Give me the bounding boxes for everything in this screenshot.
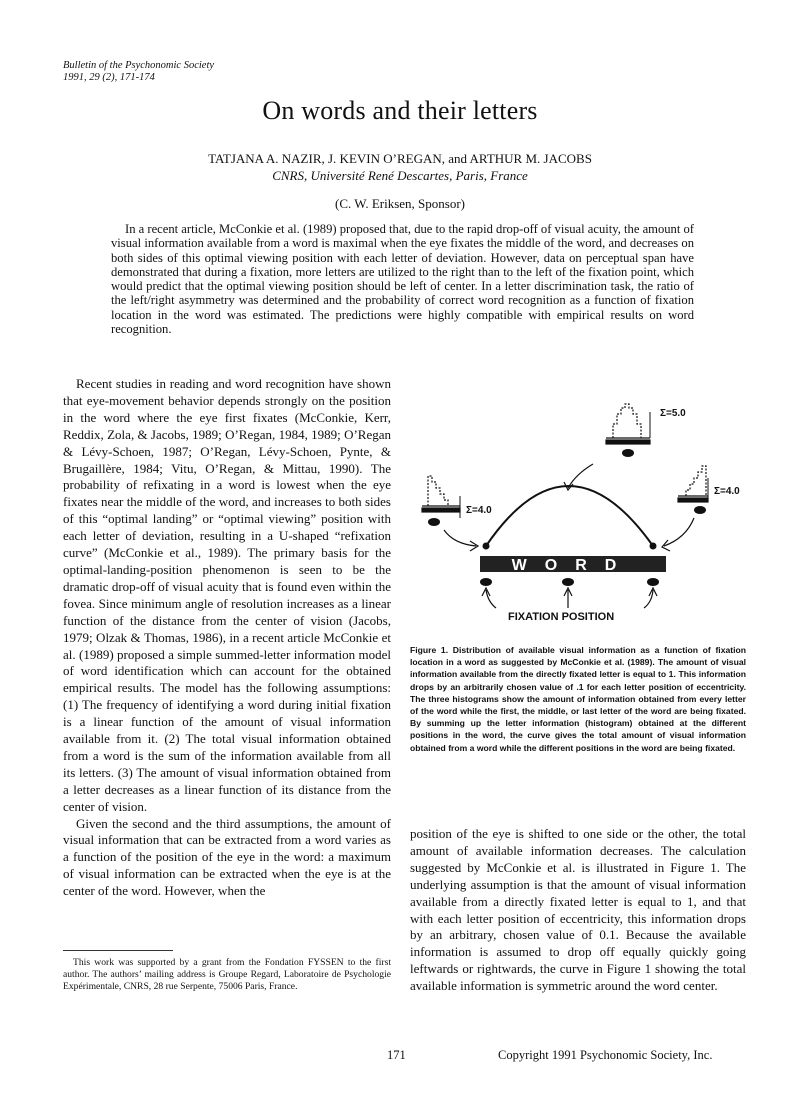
author-affiliation: CNRS, Université René Descartes, Paris, France	[272, 168, 528, 183]
page-number: 171	[387, 1048, 406, 1062]
curve-point-left	[483, 543, 490, 550]
figure-caption: Figure 1. Distribution of available visual information as a function of fixation location in a word as suggested by McConkie et al. (1989). The amount of visual information available from the directly fixated letter is equal to 1. This information drops by an arbitrarily chosen value of .1 for each letter position of eccentricity. The three histograms show the amount of information obtained from every letter of the word while the first, the middle, or last letter of the word are being fixated. By summing up the letter information (histogram) obtained at the different positions in the word, the curve gives the total amount of visual information obtained from a word while the different positions in the word are being fixated.	[410, 645, 746, 753]
abstract: In a recent article, McConkie et al. (1989) proposed that, due to the rapid drop-off of visual acuity, the amount of visual information available from a word is maximal when the eye fixates the middle of the word, and decreases on both sides of this optimal viewing position with each letter of deviation. However, data on perceptual span have demonstrated that during a fixation, more letters are utilized to the right than to the left of the fixation point, which would predict that the optimal viewing position should be left of center. In a letter discrimination task, the ratio of the left/right asymmetry was determined and the probability of correct word recognition as a function of fixation location in the word was estimated. The predictions were highly compatible with empirical results on word recognition.	[111, 222, 694, 337]
curve-point-right	[650, 543, 657, 550]
sum-left: Σ=4.0	[466, 505, 492, 516]
eye-icon	[428, 518, 440, 526]
author-names: TATJANA A. NAZIR, J. KEVIN O’REGAN, and ARTHUR M. JACOBS	[208, 151, 592, 166]
sum-right: Σ=4.0	[714, 486, 740, 497]
journal-name: Bulletin of the Psychonomic Society	[63, 60, 215, 71]
eye-icon	[480, 578, 492, 586]
arrow-left	[444, 530, 478, 551]
fixation-arrows	[482, 588, 657, 608]
fixation-position-label: FIXATION POSITION	[508, 611, 615, 623]
body-paragraph: Given the second and the third assumptions, the amount of visual information that can be extracted from a word varies as a function of the position of the eye in the word: a maximum of visual information can be extracted when the eye is at the center of the word. However, when the	[63, 815, 391, 899]
histogram-center	[606, 404, 650, 444]
journal-citation	[63, 60, 214, 84]
copyright: Copyright 1991 Psychonomic Society, Inc.	[498, 1048, 713, 1062]
journal-volume: 1991, 29 (2), 171-174	[63, 72, 155, 83]
histogram-left	[422, 476, 460, 512]
eye-icon	[647, 578, 659, 586]
sponsor-line: (C. W. Eriksen, Sponsor)	[335, 196, 465, 211]
histogram-right	[678, 466, 708, 502]
eye-icon	[694, 506, 706, 514]
author-block	[0, 150, 800, 184]
article-title: On words and their letters	[262, 96, 538, 125]
body-column-left	[63, 376, 391, 900]
figure-1	[408, 376, 748, 626]
word-label: WORD	[511, 557, 635, 574]
footnote: This work was supported by a grant from the Fondation FYSSEN to the first author. The authors’ mailing address is Groupe Regard, Laboratoire de Psychologie Expérimentale, CNRS, 28 rue Serpente, 75006 Paris, France.	[63, 957, 391, 992]
eye-icon	[562, 578, 574, 586]
body-paragraph: Recent studies in reading and word recognition have shown that eye-movement behavior depends strongly on the position in the word where the eye first fixates (McConkie, Kerr, Reddix, Zola, & Jacobs, 1989; O’Regan, 1984, 1989; O’Regan & Lévy-Schoen, 1987; O’Regan, Lévy-Schoen, Pynte, & Brugaillère, 1984; Vitu, O’Regan, & Mittau, 1990). The probability of refixating in a word is lowest when the eye fixates near the middle of the word, and increases to both sides of this “optimal landing” or “optimal viewing” position with each letter of deviation, resulting in a U-shaped “refixation curve” (McConkie et al., 1989). The primary basis for the optimal-landing-position phenomenon is seen to be the dramatic drop-off of visual acuity that is found even within the fovea. Since minimum angle of resolution increases as a linear function of the distance from the center of vision (Jacobs, 1979; Olzak & Thomas, 1986), in a recent article McConkie et al. (1989) proposed a simple summed-letter information model of word identification which can account for the obtained empirical results. The model has the following assumptions: (1) The frequency of identifying a word during initial fixation is a linear function of the amount of visual information available from it. (2) The total visual information obtained from a word is the sum of the information available from all its letters. (3) The amount of visual information obtained from a letter decreases as a linear function of its distance from the center of vision.	[63, 376, 391, 814]
information-curve	[486, 486, 653, 546]
body-paragraph: position of the eye is shifted to one side or the other, the total amount of available information decreases. The calculation suggested by McConkie et al. is illustrated in Figure 1. The underlying assumption is that the amount of visual information available from a directly fixated letter is equal to 1, and that with each letter position of eccentricity, this information drops by an arbitrary, chosen value of 0.1. Because the available information is assumed to drop off equally quickly going leftwards or rightwards, the curve in Figure 1 showing the total available information is symmetric around the word center.	[410, 826, 746, 994]
eye-icon	[622, 449, 634, 457]
arrow-right	[662, 518, 694, 551]
body-column-right	[410, 826, 746, 995]
footnote-rule	[63, 950, 173, 951]
sum-center: Σ=5.0	[660, 408, 686, 419]
